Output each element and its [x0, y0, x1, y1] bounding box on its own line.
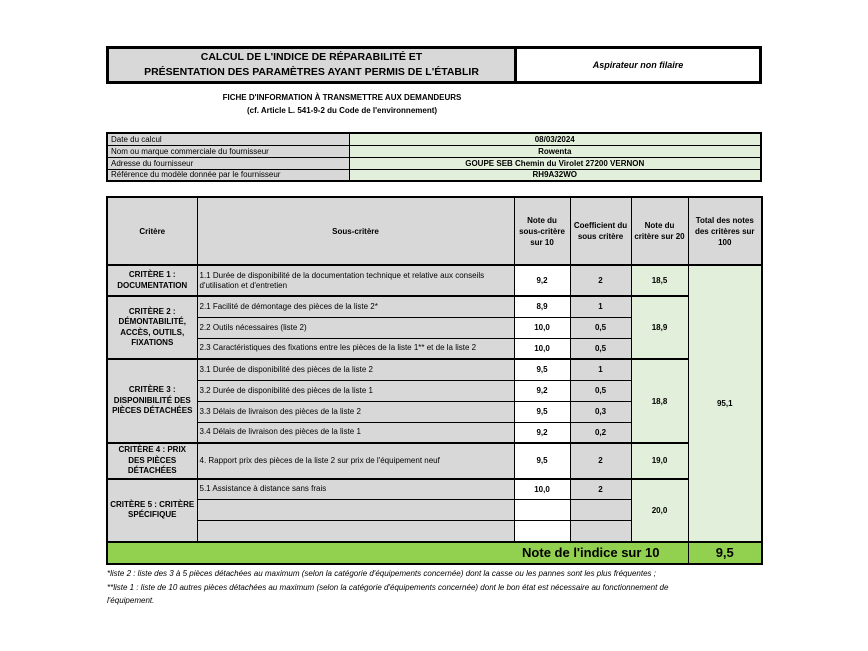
subcriterion-note-cell	[514, 521, 570, 542]
subtitle-line1: FICHE D'INFORMATION À TRANSMETTRE AUX DEMANDEURS	[222, 93, 462, 102]
column-header: Critère	[107, 197, 197, 265]
subcriterion-cell: 4. Rapport prix des pièces de la liste 2 sur prix de l'équipement neuf	[197, 443, 514, 479]
column-header: Note du critère sur 20	[631, 197, 688, 265]
subcriterion-cell	[197, 521, 514, 542]
final-index-label: Note de l'indice sur 10	[107, 542, 688, 564]
subtitle-line2: (cf. Article L. 541-9-2 du Code de l'environnement)	[246, 106, 438, 115]
coefficient-cell: 2	[570, 443, 631, 479]
criterion-score-cell: 18,9	[631, 296, 688, 359]
supplier-info-table	[106, 132, 762, 182]
criterion-cell: CRITÈRE 1 : DOCUMENTATION	[107, 265, 197, 296]
final-index-value: 9,5	[688, 542, 762, 564]
subcriterion-note-cell: 10,0	[514, 479, 570, 500]
subcriterion-cell: 3.1 Durée de disponibilité des pièces de la liste 2	[197, 359, 514, 380]
subcriterion-cell: 2.1 Facilité de démontage des pièces de la liste 2*	[197, 296, 514, 317]
criterion-cell: CRITÈRE 3 : DISPONIBILITÉ DES PIÈCES DÉTACHÉES	[107, 359, 197, 443]
coefficient-cell: 1	[570, 296, 631, 317]
subcriterion-note-cell	[514, 500, 570, 521]
subcriterion-note-cell: 10,0	[514, 338, 570, 359]
subcriterion-note-cell: 9,5	[514, 443, 570, 479]
footnote-line: *liste 2 : liste des 3 à 5 pièces détachées au maximum (selon la catégorie d'équipements concernée) dont la casse ou les pannes sont les plus fréquentes ;	[107, 569, 656, 578]
subcriterion-cell: 3.4 Délais de livraison des pièces de la liste 1	[197, 422, 514, 443]
subcriterion-cell: 1.1 Durée de disponibilité de la documentation technique et relative aux conseils d'utilisation et d'entretien	[197, 265, 514, 296]
subcriterion-cell: 5.1 Assistance à distance sans frais	[197, 479, 514, 500]
column-header: Note du sous-critère sur 10	[514, 197, 570, 265]
info-row	[107, 169, 761, 181]
criteria-row	[107, 359, 762, 380]
final-index-row	[107, 542, 762, 564]
document-title-line2: PRÉSENTATION DES PARAMÈTRES AYANT PERMIS DE L'ÉTABLIR	[144, 66, 479, 78]
criterion-score-cell: 19,0	[631, 443, 688, 479]
criteria-header-row	[107, 197, 762, 265]
footnote-line: l'équipement.	[107, 596, 155, 605]
subcriterion-cell: 3.3 Délais de livraison des pièces de la liste 2	[197, 401, 514, 422]
criteria-table	[106, 196, 763, 565]
coefficient-cell: 1	[570, 359, 631, 380]
criteria-row	[107, 443, 762, 479]
document-title	[109, 49, 517, 81]
info-label-cell: Adresse du fournisseur	[107, 157, 349, 169]
document-header	[106, 46, 762, 84]
info-label-cell: Référence du modèle donnée par le fournisseur	[107, 169, 349, 181]
criterion-cell: CRITÈRE 2 : DÉMONTABILITÉ, ACCÈS, OUTILS, FIXATIONS	[107, 296, 197, 359]
document-subtitle	[107, 91, 577, 117]
coefficient-cell: 0,5	[570, 338, 631, 359]
subcriterion-note-cell: 9,2	[514, 265, 570, 296]
coefficient-cell: 0,3	[570, 401, 631, 422]
column-header: Total des notes des critères sur 100	[688, 197, 762, 265]
criteria-row	[107, 265, 762, 296]
info-value-cell: 08/03/2024	[349, 133, 761, 145]
coefficient-cell	[570, 521, 631, 542]
info-value-cell: GOUPE SEB Chemin du Virolet 27200 VERNON	[349, 157, 761, 169]
total-score-cell: 95,1	[688, 265, 762, 542]
subcriterion-note-cell: 9,2	[514, 422, 570, 443]
info-row	[107, 145, 761, 157]
info-label-cell: Date du calcul	[107, 133, 349, 145]
coefficient-cell: 0,5	[570, 317, 631, 338]
document-title-line1: CALCUL DE L'INDICE DE RÉPARABILITÉ ET	[200, 51, 423, 63]
criteria-row	[107, 479, 762, 500]
subcriterion-cell: 2.3 Caractéristiques des fixations entre les pièces de la liste 1** et de la liste 2	[197, 338, 514, 359]
criterion-cell: CRITÈRE 5 : CRITÈRE SPÉCIFIQUE	[107, 479, 197, 542]
subcriterion-note-cell: 9,5	[514, 359, 570, 380]
footnotes	[107, 567, 762, 608]
subcriterion-note-cell: 8,9	[514, 296, 570, 317]
subcriterion-note-cell: 9,2	[514, 380, 570, 401]
coefficient-cell: 2	[570, 265, 631, 296]
info-row	[107, 133, 761, 145]
info-label-cell: Nom ou marque commerciale du fournisseur	[107, 145, 349, 157]
info-value-cell: Rowenta	[349, 145, 761, 157]
coefficient-cell	[570, 500, 631, 521]
criterion-score-cell: 18,5	[631, 265, 688, 296]
criterion-score-cell: 20,0	[631, 479, 688, 542]
column-header: Coefficient du sous critère	[570, 197, 631, 265]
footnote-line: **liste 1 : liste de 10 autres pièces détachées au maximum (selon la catégorie d'équipements concernée) dont le bon état est nécessaire au fonctionnement de	[107, 582, 669, 592]
subcriterion-cell: 2.2 Outils nécessaires (liste 2)	[197, 317, 514, 338]
subcriterion-cell	[197, 500, 514, 521]
subcriterion-cell: 3.2 Durée de disponibilité des pièces de la liste 1	[197, 380, 514, 401]
criterion-cell: CRITÈRE 4 : PRIX DES PIÈCES DÉTACHÉES	[107, 443, 197, 479]
product-category-box: Aspirateur non filaire	[517, 49, 759, 81]
info-row	[107, 157, 761, 169]
info-value-cell: RH9A32WO	[349, 169, 761, 181]
column-header: Sous-critère	[197, 197, 514, 265]
criterion-score-cell: 18,8	[631, 359, 688, 443]
coefficient-cell: 2	[570, 479, 631, 500]
subcriterion-note-cell: 10,0	[514, 317, 570, 338]
subcriterion-note-cell: 9,5	[514, 401, 570, 422]
coefficient-cell: 0,2	[570, 422, 631, 443]
coefficient-cell: 0,5	[570, 380, 631, 401]
criteria-row	[107, 296, 762, 317]
